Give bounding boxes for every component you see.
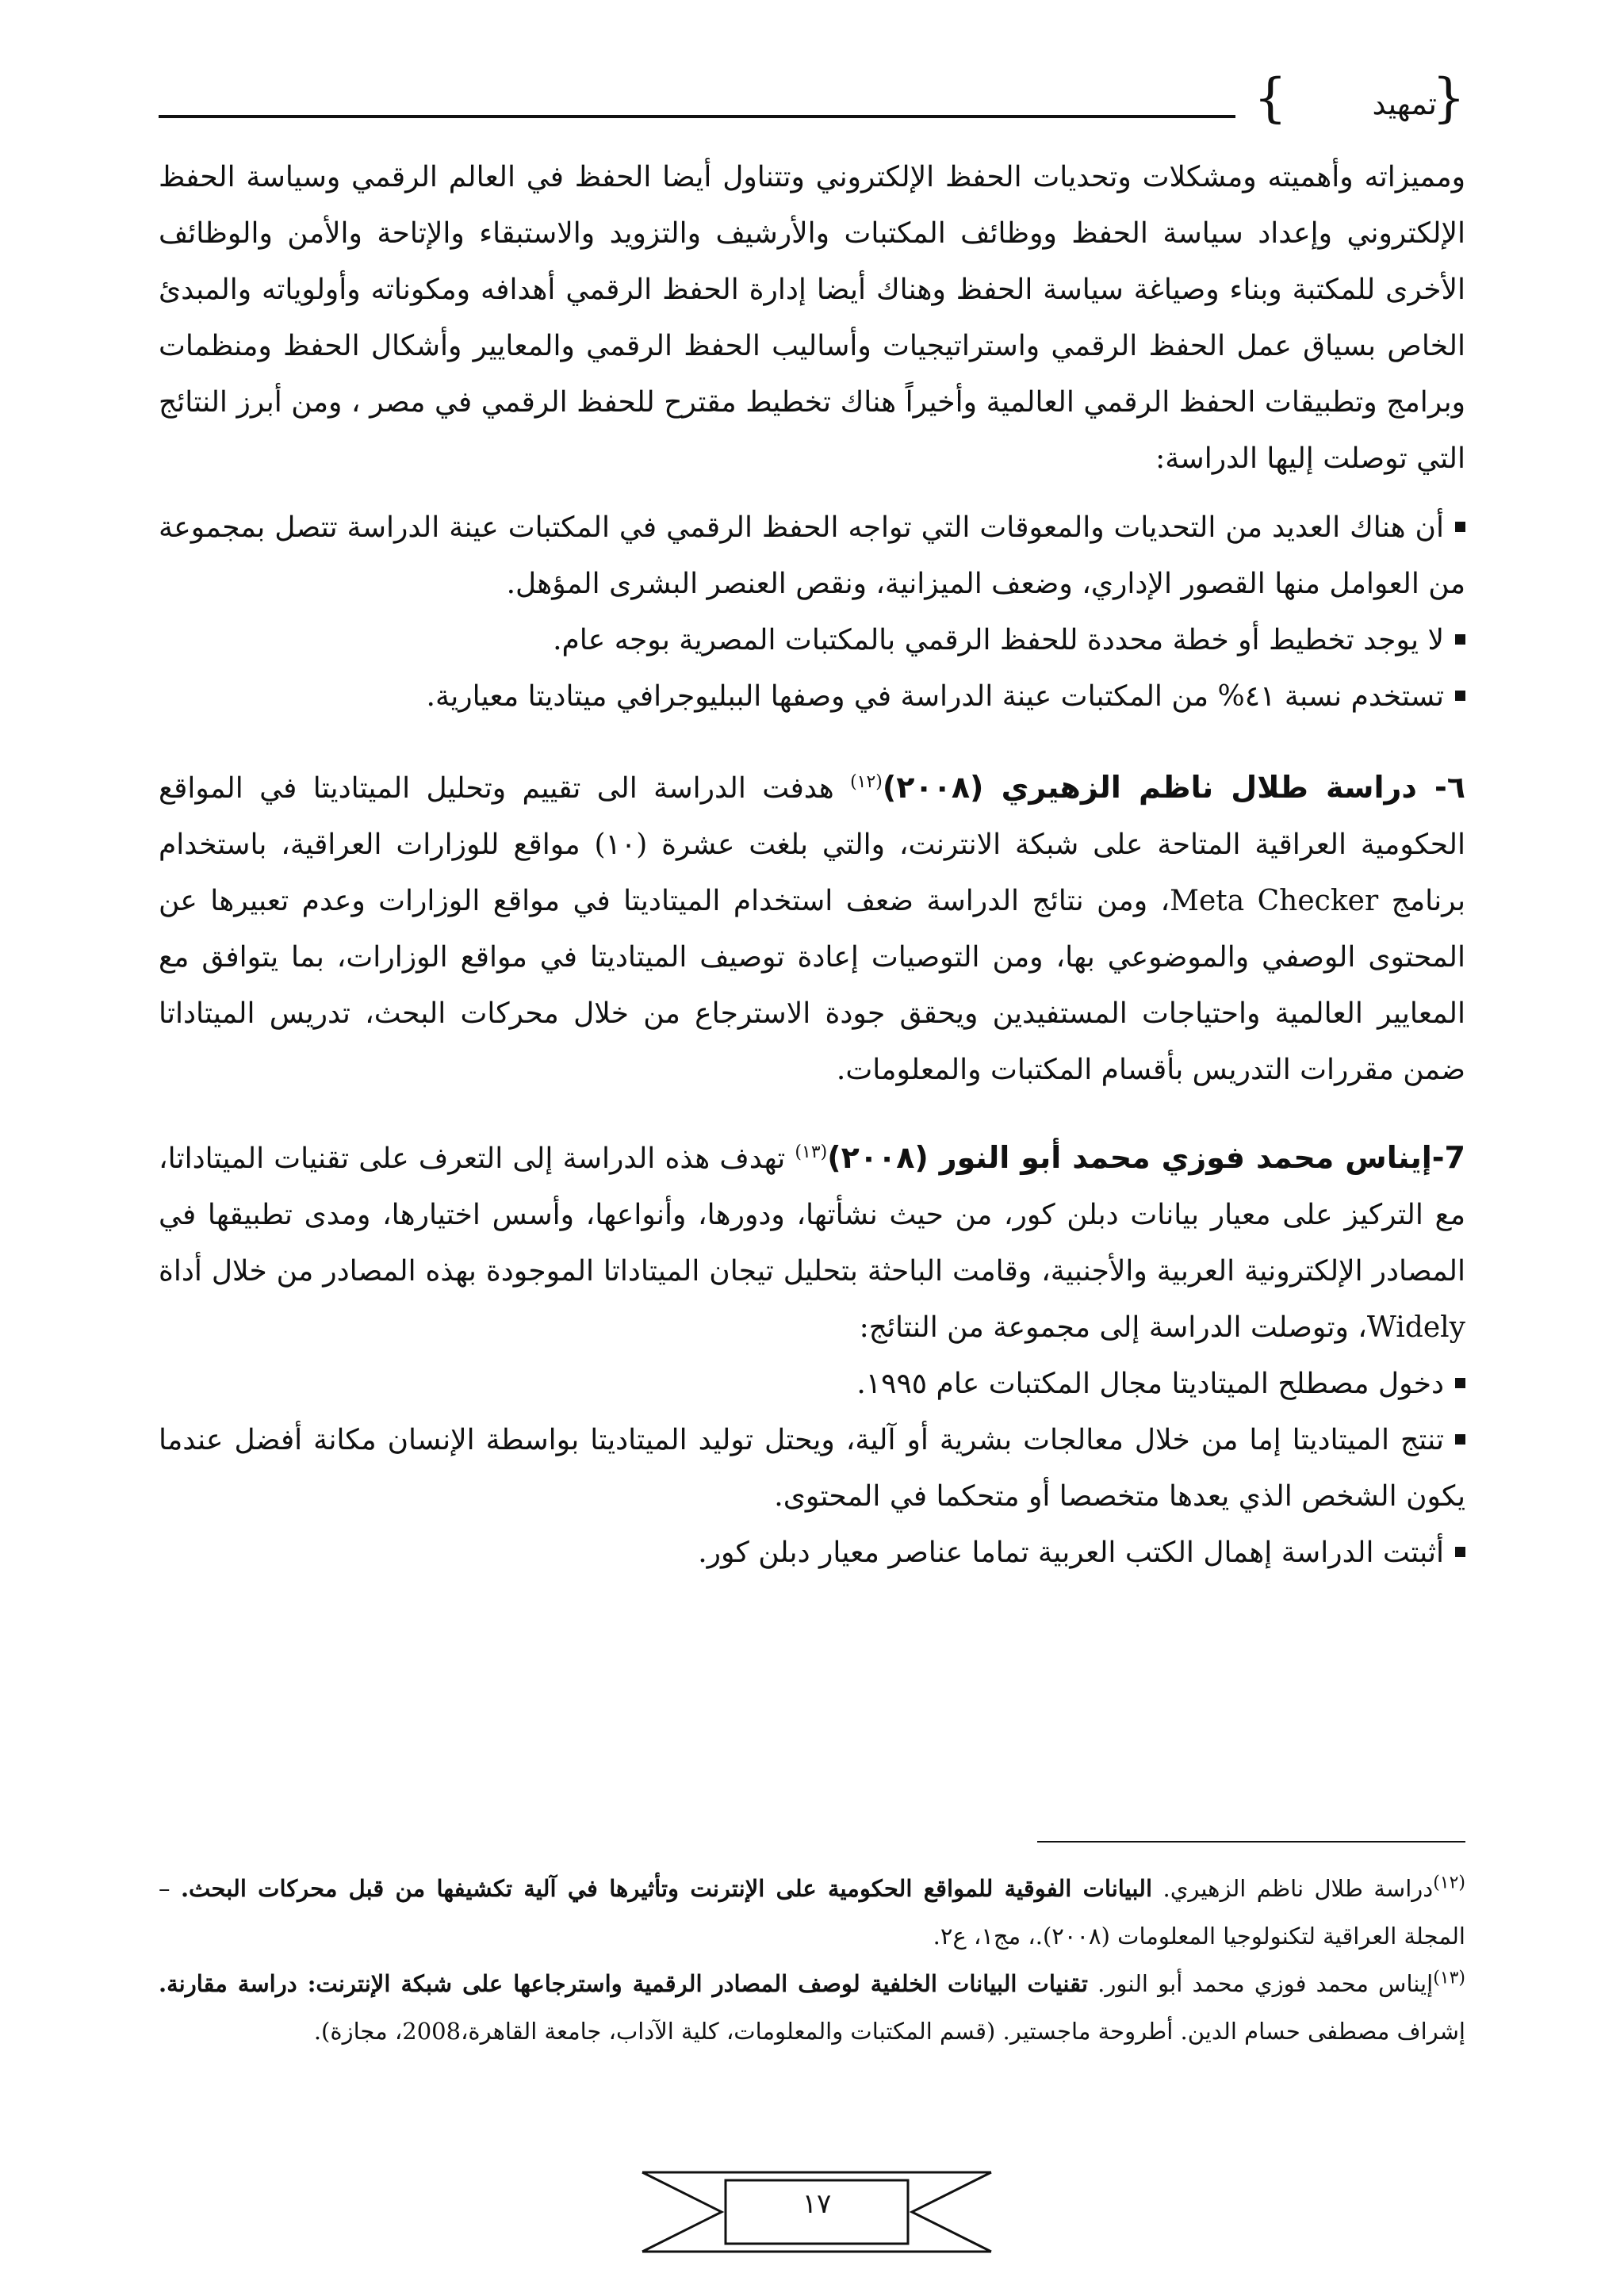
footnote-title: البيانات الفوقية للمواقع الحكومية على الإنترنت وتأثيرها في آلية تكشيفها من قبل محركات البحث. [180, 1875, 1153, 1902]
footnote-ref-12: (١٢) [850, 772, 883, 792]
header-brace-left: } [1254, 67, 1287, 128]
footnote-12: $^{(١٢)}$دراسة طلال ناظم الزهيري. البيانات الفوقية للمواقع الحكومية على الإنترنت وتأثيرها في آلية تكشيفها من قبل محركات البحث. – المجلة العراقية لتكنولوجيا المعلومات (٢٠٠٨).، مج١، ع٢. [159, 1873, 1466, 1950]
footnote-title: تقنيات البيانات الخلفية لوصف المصادر الرقمية واسترجاعها على شبكة الإنترنت: دراسة مقارنة. [159, 1970, 1088, 1997]
page-number: ١٧ [802, 2188, 832, 2220]
bullet-icon [1455, 522, 1465, 532]
footnote-ref-13: (١٣) [795, 1142, 828, 1162]
page-number-ornament [626, 2156, 1007, 2267]
header-title: تمهيد [1372, 86, 1437, 121]
study-6-paragraph: ٦- دراسة طلال ناظم الزهيري (٢٠٠٨)$^{(١٢)}$ هدفت الدراسة الى تقييم وتحليل الميتاديتا في المواقع الحكومية العراقية المتاحة على شبكة الانترنت، والتي بلغت عشرة (١٠) مواقع للوزارات العراقية، باستخدام برنامج Meta Checker، ومن نتائج الدراسة ضعف استخدام الميتاديتا في مواقع الوزارات وعدم تعبيرها عن المحتوى الوصفي والموضوعي بها، ومن التوصيات إعادة توصيف الميتاديتا في مواقع الوزارات، بما يتوافق مع المعايير العالمية واحتياجات المستفيدين ويحقق جودة الاسترجاع من خلال محركات البحث، تدريس الميتاداتا ضمن مقررات التدريس بأقسام المكتبات والمعلومات. [159, 770, 1466, 1086]
list-item: أن هناك العديد من التحديات والمعوقات التي تواجه الحفظ الرقمي في المكتبات عينة الدراسة تتصل بمجموعة من العوامل منها القصور الإداري، وضعف الميزانية، ونقص العنصر البشرى المؤهل. [159, 511, 1465, 600]
footnote-separator [1037, 1841, 1465, 1843]
study-6-heading: ٦- دراسة طلال ناظم الزهيري (٢٠٠٨) [882, 770, 1465, 805]
page-body [159, 149, 1465, 1581]
results-list-2 [159, 1356, 1465, 1581]
bullet-icon [1455, 1434, 1465, 1445]
bullet-icon [1455, 691, 1465, 701]
results-list-1 [159, 499, 1465, 725]
study-7-heading: 7-إيناس محمد فوزي محمد أبو النور (٢٠٠٨) [827, 1140, 1465, 1175]
list-item: أثبتت الدراسة إهمال الكتب العربية تماما عناصر معيار دبلن كور. [159, 1525, 1465, 1581]
tool-name: Meta Checker [1170, 885, 1379, 917]
footnote-13: $^{(١٣)}$إيناس محمد فوزي محمد أبو النور. تقنيات البيانات الخلفية لوصف المصادر الرقمية واسترجاعها على شبكة الإنترنت: دراسة مقارنة. إشراف مصطفى حسام الدين. أطروحة ماجستير. (قسم المكتبات والمعلومات، كلية الآداب، جامعة القاهرة،2008، مجازة). [159, 1968, 1466, 2045]
list-item: لا يوجد تخطيط أو خطة محددة للحفظ الرقمي بالمكتبات المصرية بوجه عام. [159, 612, 1465, 668]
bullet-icon [1455, 634, 1465, 645]
tool-name: Widely [1366, 1311, 1465, 1344]
list-item: تستخدم نسبة ٤١% من المكتبات عينة الدراسة في وصفها الببليوجرافي ميتاديتا معيارية. [159, 668, 1465, 725]
page-header [159, 67, 1465, 139]
footnote-mark: (١٣) [1433, 1968, 1466, 1988]
footnote-mark: (١٢) [1433, 1873, 1466, 1893]
bullet-icon [1455, 1547, 1465, 1557]
header-rule [159, 115, 1235, 118]
study-7-paragraph: 7-إيناس محمد فوزي محمد أبو النور (٢٠٠٨)$^{(١٣)}$ تهدف هذه الدراسة إلى التعرف على تقنيات الميتاداتا، مع التركيز على معيار بيانات دبلن كور، من حيث نشأتها، ودورها، وأنواعها، وأسس اختيارها، ومدى تطبيقها في المصادر الإلكترونية العربية والأجنبية، وقامت الباحثة بتحليل تيجان الميتاداتا الموجودة بهذه المصادر من خلال أداة Widely، وتوصلت الدراسة إلى مجموعة من النتائج: [159, 1140, 1465, 1344]
header-brace-right: { [1432, 67, 1465, 128]
bullet-icon [1455, 1378, 1465, 1388]
list-item: دخول مصطلح الميتاديتا مجال المكتبات عام ١٩٩٥. [159, 1356, 1465, 1412]
footnotes [159, 1865, 1465, 2055]
intro-paragraph: ومميزاته وأهميته ومشكلات وتحديات الحفظ الإلكتروني وتتناول أيضا الحفظ في العالم الرقمي وسياسة الحفظ الإلكتروني وإعداد سياسة الحفظ ووظائف المكتبات والأرشيف والتزويد والاستبقاء والإتاحة والأمن والوظائف الأخرى للمكتبة وبناء وصياغة سياسة الحفظ وهناك أيضا إدارة الحفظ الرقمي أهدافه ومكوناته وأولوياته والمبدئ الخاص بسياق عمل الحفظ الرقمي واستراتيجيات وأساليب الحفظ الرقمي والمعايير وأشكال الحفظ ومنظمات وبرامج وتطبيقات الحفظ الرقمي العالمية وأخيراً هناك تخطيط مقترح للحفظ الرقمي في مصر ، ومن أبرز النتائج التي توصلت إليها الدراسة: [159, 161, 1465, 475]
list-item: تنتج الميتاديتا إما من خلال معالجات بشرية أو آلية، ويحتل توليد الميتاديتا بواسطة الإنسان مكانة أفضل عندما يكون الشخص الذي يعدها متخصصا أو متحكما في المحتوى. [159, 1424, 1465, 1513]
